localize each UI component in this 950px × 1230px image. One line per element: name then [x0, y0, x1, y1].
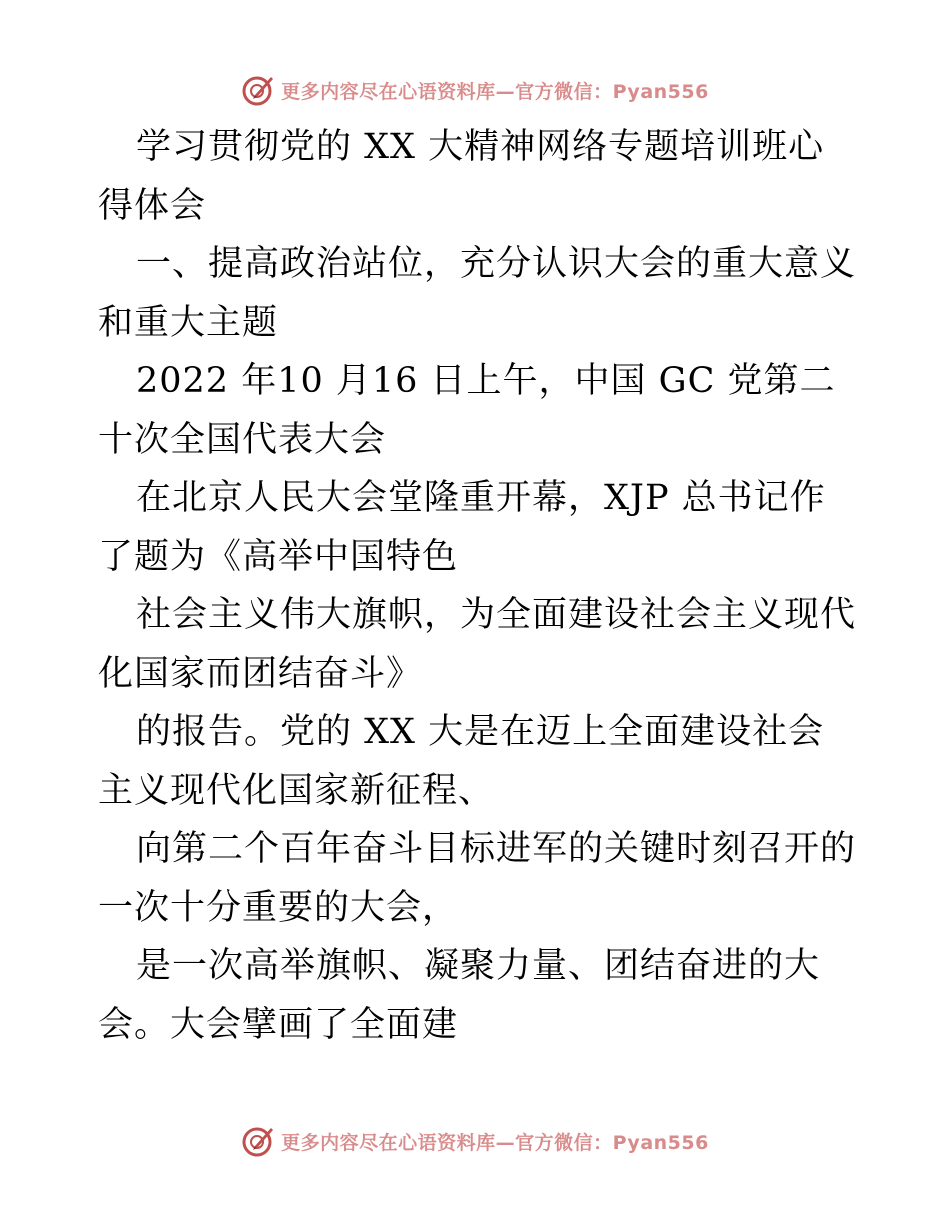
- header-banner-content: [241, 73, 709, 107]
- body-paragraph: 的报告。党的 XX 大是在迈上全面建设社会主义现代化国家新征程、: [98, 712, 825, 811]
- header-banner-text: 更多内容尽在心语资料库—官方微信：Pyan556: [281, 80, 709, 103]
- footer-banner-text: 更多内容尽在心语资料库—官方微信：Pyan556: [281, 1131, 709, 1154]
- body-paragraph: 2022 年10 月16 日上午，中国 GC 党第二十次全国代表大会: [98, 361, 836, 460]
- header-banner: [0, 70, 950, 110]
- footer-banner: [0, 1121, 950, 1161]
- footer-banner-content: [241, 1124, 709, 1158]
- section-heading: 一、提高政治站位，充分认识大会的重大意义和重大主题: [98, 244, 857, 343]
- title-paragraph: 学习贯彻党的 XX 大精神网络专题培训班心得体会: [98, 127, 825, 226]
- pen-circle-logo-icon: [241, 73, 275, 107]
- body-paragraph: 是一次高举旗帜、凝聚力量、团结奋进的大会。大会擘画了全面建: [98, 946, 821, 1045]
- body-paragraph: 社会主义伟大旗帜，为全面建设社会主义现代化国家而团结奋斗》: [98, 595, 857, 694]
- body-paragraph: 在北京人民大会堂隆重开幕，XJP 总书记作了题为《高举中国特色: [98, 478, 826, 577]
- pen-circle-logo-icon: [241, 1124, 275, 1158]
- body-paragraph: 向第二个百年奋斗目标进军的关键时刻召开的一次十分重要的大会，: [98, 829, 857, 928]
- document-body: [98, 118, 858, 1054]
